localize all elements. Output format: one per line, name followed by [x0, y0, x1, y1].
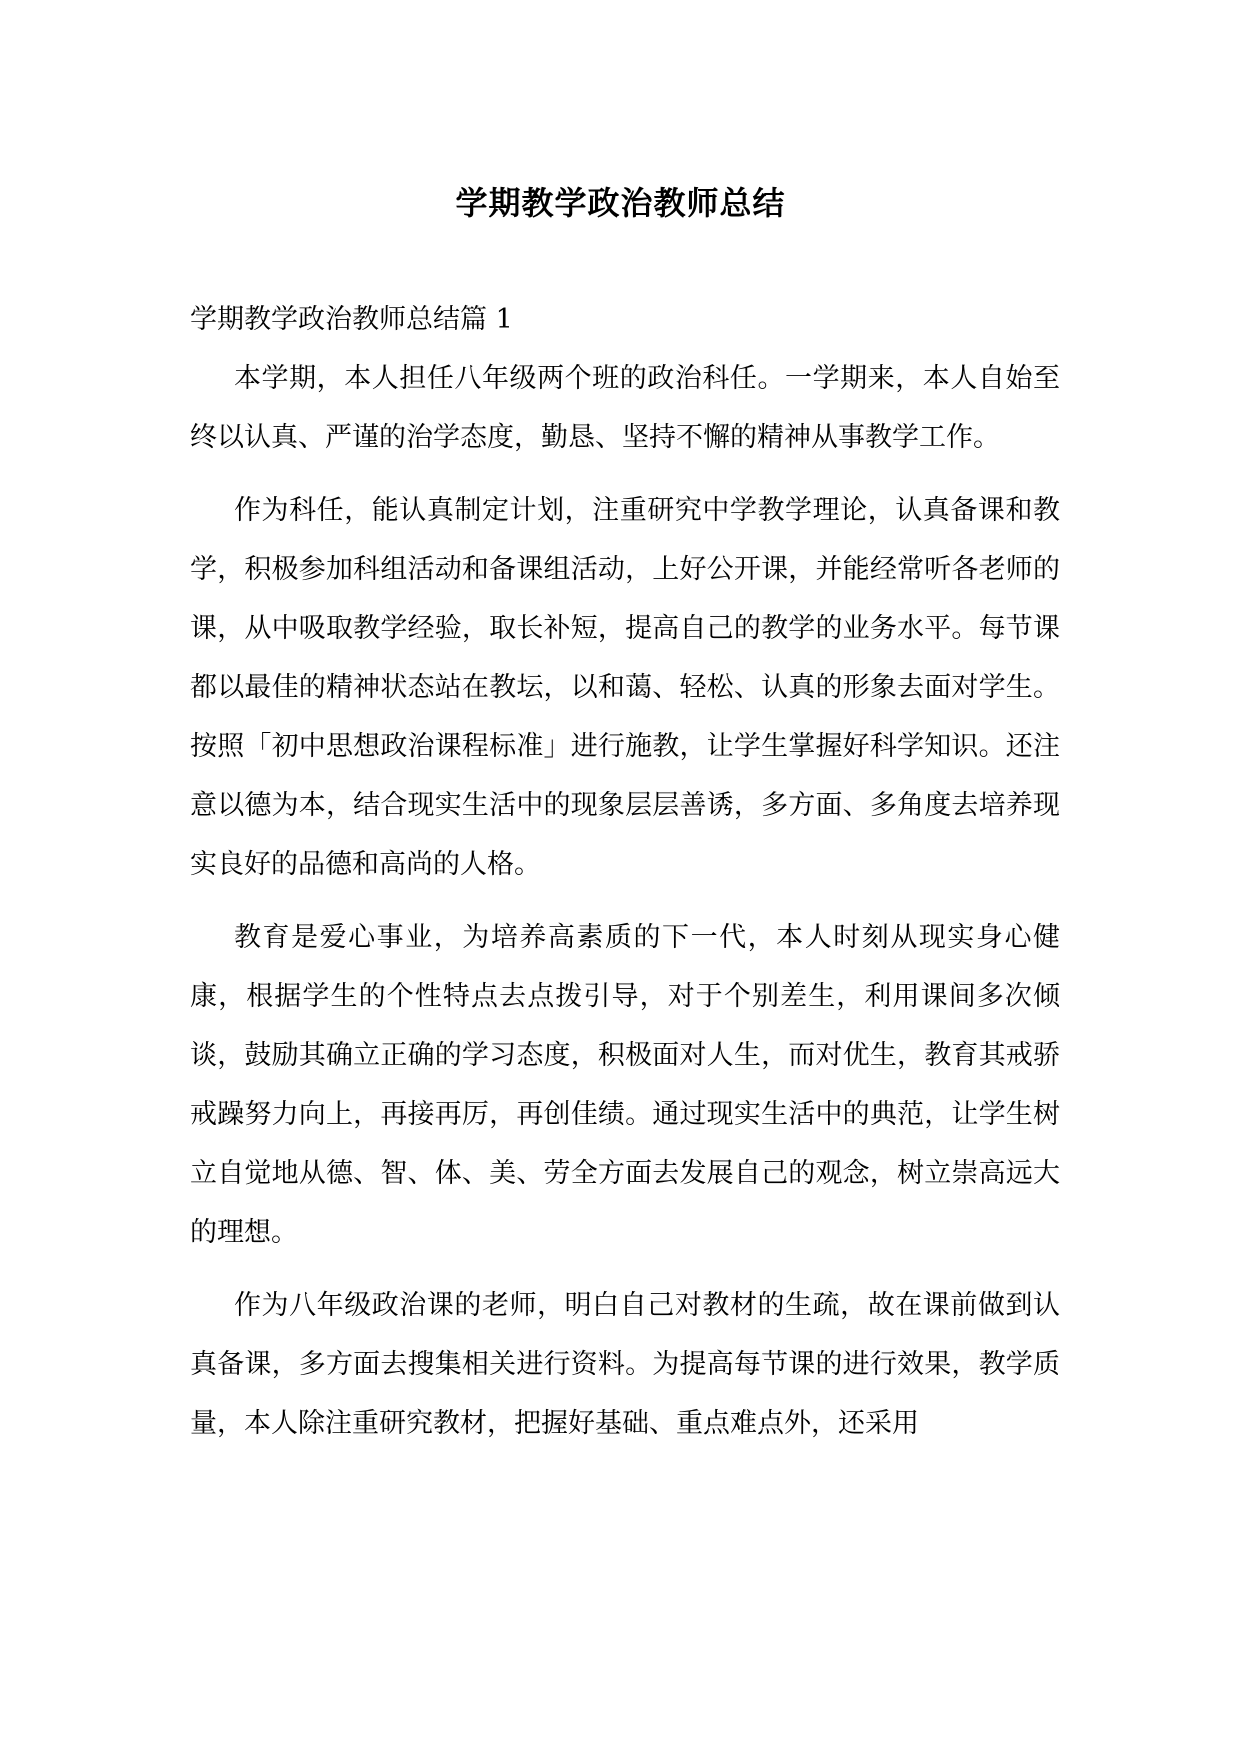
paragraph-3: 教育是爱心事业，为培养高素质的下一代，本人时刻从现实身心健康，根据学生的个性特点去点拨引导，对于个别差生，利用课间多次倾谈，鼓励其确立正确的学习态度，积极面对人生，而对优生，教育其戒骄戒躁努力向上，再接再厉，再创佳绩。通过现实生活中的典范，让学生树立自觉地从德、智、体、美、劳全方面去发展自己的观念，树立崇高远大的理想。	[190, 922, 1060, 1248]
document-body	[190, 290, 1060, 1467]
section-heading: 学期教学政治教师总结篇 1	[190, 304, 513, 335]
paragraph-2: 作为科任，能认真制定计划，注重研究中学教学理论，认真备课和教学，积极参加科组活动和备课组活动，上好公开课，并能经常听各老师的课，从中吸取教学经验，取长补短，提高自己的教学的业务水平。每节课都以最佳的精神状态站在教坛，以和蔼、轻松、认真的形象去面对学生。按照「初中思想政治课程标准」进行施教，让学生掌握好科学知识。还注意以德为本，结合现实生活中的现象层层善诱，多方面、多角度去培养现实良好的品德和高尚的人格。	[190, 495, 1060, 880]
paragraph-1: 本学期，本人担任八年级两个班的政治科任。一学期来，本人自始至终以认真、严谨的治学态度，勤恳、坚持不懈的精神从事教学工作。	[190, 363, 1060, 453]
document-title: 学期教学政治教师总结	[455, 184, 786, 223]
paragraph-4: 作为八年级政治课的老师，明白自己对教材的生疏，故在课前做到认真备课，多方面去搜集相关进行资料。为提高每节课的进行效果，教学质量，本人除注重研究教材，把握好基础、重点难点外，还采用	[190, 1290, 1060, 1439]
